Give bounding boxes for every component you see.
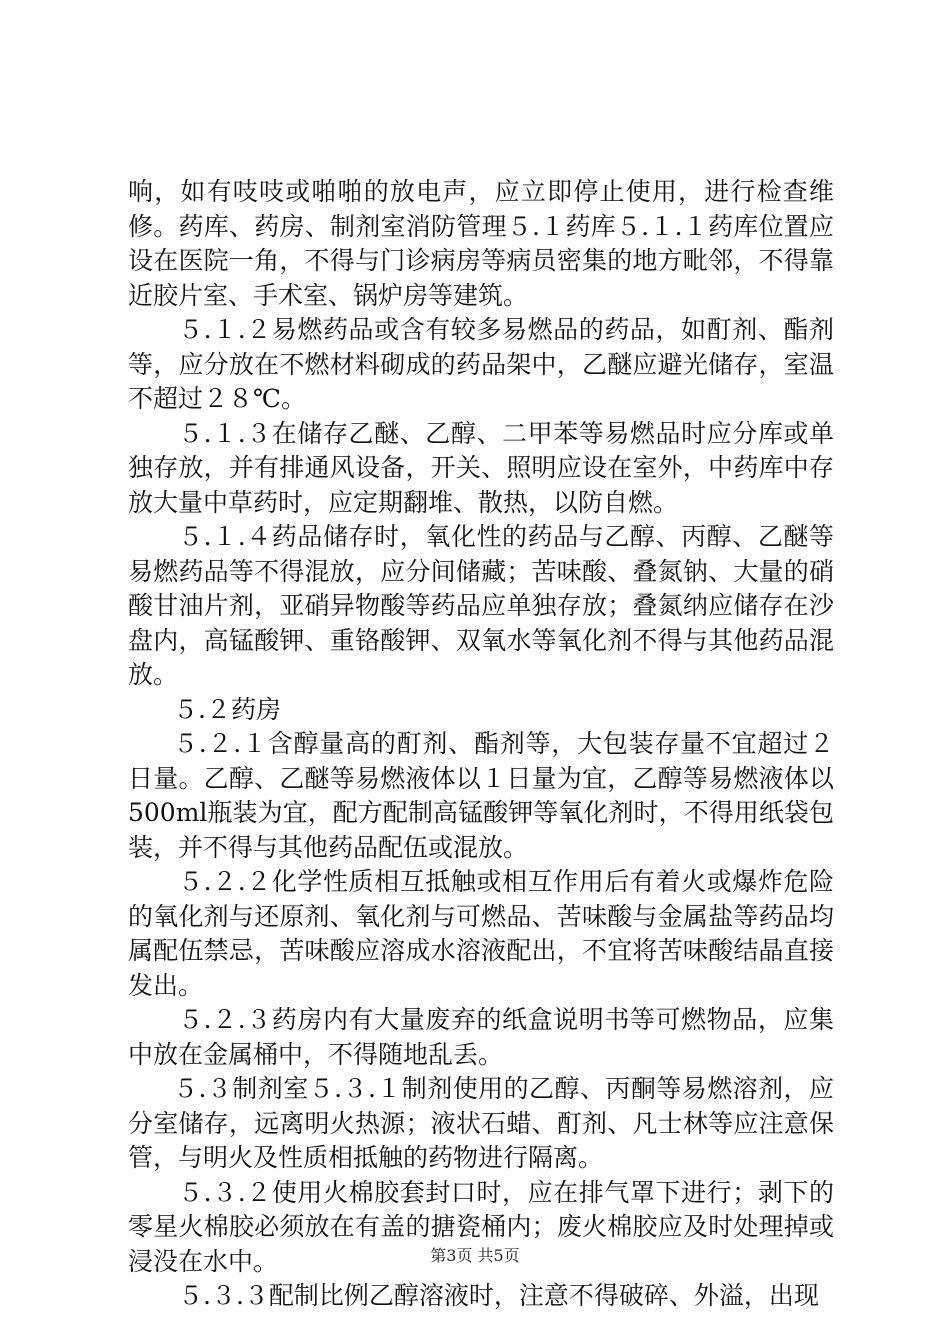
paragraph-continuation: 响，如有吱吱或啪啪的放电声，应立即停止使用，进行检查维修。药库、药房、制剂室消防管理５.１药库５.１.１药库位置应设在医院一角，不得与门诊病房等病员密集的地方毗邻，不得靠近胶片室、手术室、锅炉房等建筑。 bbox=[128, 177, 834, 310]
page-number-footer: 第3页 共5页 bbox=[430, 1246, 520, 1265]
section-heading-5-2: ５.２药房 bbox=[173, 694, 281, 724]
paragraph-5-2-1: ５.２.１含醇量高的酊剂、酯剂等，大包装存量不宜超过２日量。乙醇、乙醚等易燃液体以１日量为宜，乙醇等易燃液体以500ml瓶装为宜，配方配制高锰酸钾等氧化剂时，不得用纸袋包装，并不得与其他药品配伍或混放。 bbox=[128, 729, 834, 862]
paragraph-5-1-2: ５.１.２易燃药品或含有较多易燃品的药品，如酊剂、酯剂等，应分放在不燃材料砌成的药品架中，乙醚应避光储存，室温不超过２８℃。 bbox=[128, 315, 834, 413]
paragraph-5-1-3: ５.１.３在储存乙醚、乙醇、二甲苯等易燃品时应分库或单独存放，并有排通风设备，开关、照明应设在室外，中药库中存放大量中草药时，应定期翻堆、散热，以防自燃。 bbox=[128, 418, 834, 517]
paragraph-5-3-2: ５.３.２使用火棉胶套封口时，应在排气罩下进行；剥下的零星火棉胶必须放在有盖的搪瓷桶内；废火棉胶应及时处理掉或浸没在水中。 bbox=[128, 1177, 834, 1276]
paragraph-5-3-3: ５.３.３配制比例乙醇溶液时，注意不得破碎、外溢，出现 bbox=[178, 1281, 819, 1310]
paragraph-5-3-1: ５.３制剂室５.３.１制剂使用的乙醇、丙酮等易燃溶剂，应分室储存，远离明火热源；液状石蜡、酊剂、凡士林等应注意保管，与明火及性质相抵触的药物进行隔离。 bbox=[128, 1074, 834, 1172]
paragraph-5-1-4: ５.１.４药品储存时，氧化性的药品与乙醇、丙醇、乙醚等易燃药品等不得混放，应分间储藏；苦味酸、叠氮钠、大量的硝酸甘油片剂，亚硝异物酸等药品应单独存放；叠氮纳应储存在沙盘内，高锰酸钾、重铬酸钾、双氧水等氧化剂不得与其他药品混放。 bbox=[128, 522, 834, 689]
document-body bbox=[128, 175, 834, 1314]
paragraph-5-2-3: ５.２.３药房内有大量废弃的纸盒说明书等可燃物品，应集中放在金属桶中，不得随地乱丢。 bbox=[128, 1005, 834, 1069]
paragraph-5-2-2: ５.２.２化学性质相互抵触或相互作用后有着火或爆炸危险的氧化剂与还原剂、氧化剂与可燃品、苦味酸与金属盐等药品均属配伍禁忌，苦味酸应溶成水溶液配出，不宜将苦味酸结晶直接发出。 bbox=[128, 867, 834, 1000]
